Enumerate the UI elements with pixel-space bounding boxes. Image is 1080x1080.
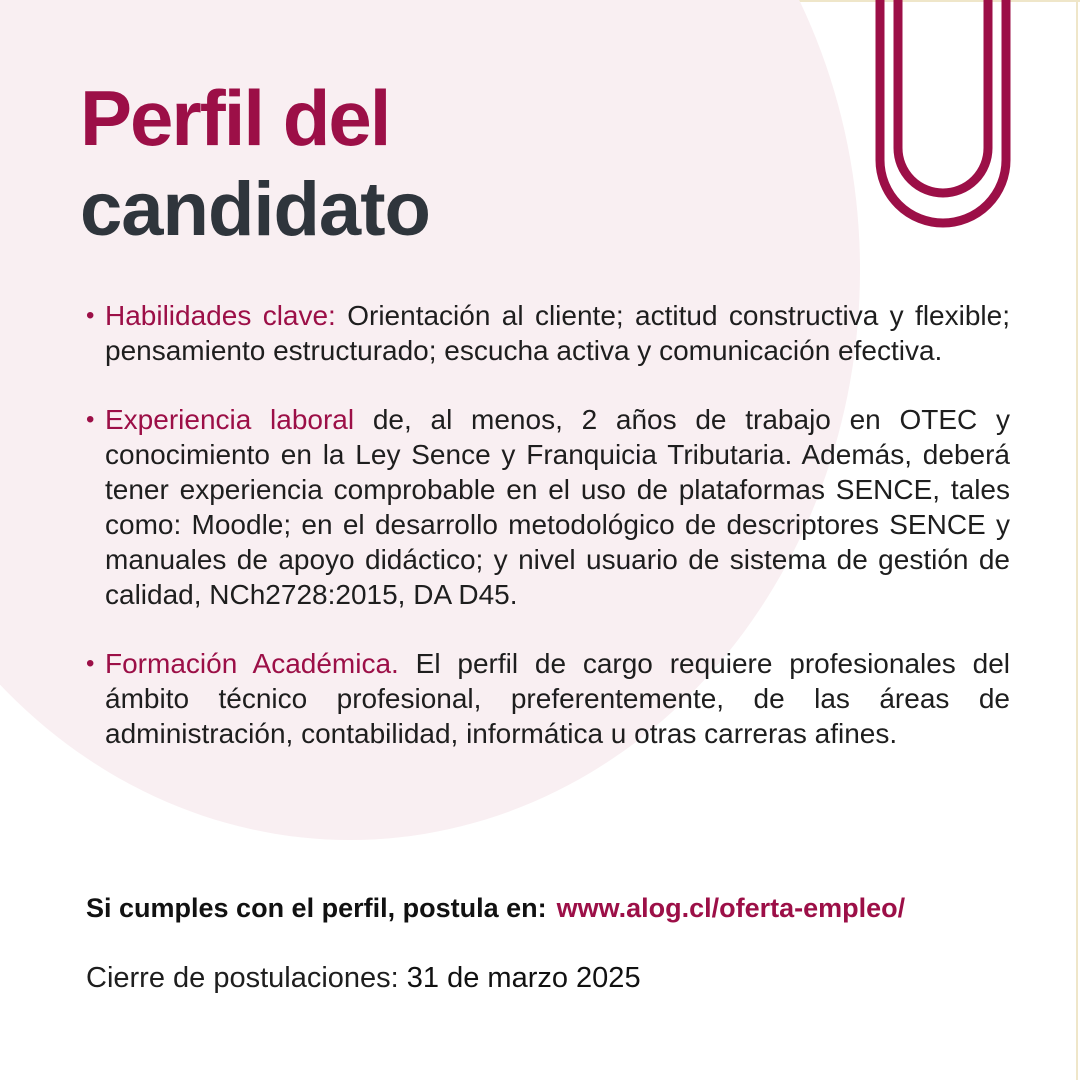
bullet-text: de, al menos, 2 años de trabajo en OTEC y conocimiento en la Ley Sence y Franquicia Tributaria. Además, deberá tener experiencia comprobable en el uso de plataformas SENCE, tales como: Moodle; en el desarrollo metodológico de descriptores SENCE y manuales de apoyo didáctico; y nivel usuario de sistema de gestión de calidad, NCh2728:2015, DA D45. <box>105 404 1010 610</box>
bullet-lead: Experiencia laboral <box>105 404 355 435</box>
apply-link[interactable]: www.alog.cl/oferta-empleo/ <box>556 893 906 923</box>
right-border <box>1076 0 1078 1080</box>
list-item-experience <box>86 402 1010 612</box>
list-item-education <box>86 646 1010 751</box>
bullet-lead: Habilidades clave: <box>105 300 336 331</box>
deadline-label: Cierre de postulaciones: <box>86 962 399 994</box>
page-title <box>80 72 430 256</box>
title-line-2: candidato <box>80 167 430 252</box>
bullet-dot-icon: • <box>86 302 95 329</box>
bullet-lead: Formación Académica. <box>105 648 399 679</box>
list-item-skills <box>86 298 1010 368</box>
bullet-text: Orientación al cliente; actitud constructiva y flexible; pensamiento estructurado; escucha activa y comunicación efectiva. <box>105 300 1010 366</box>
deadline-date: 31 de marzo 2025 <box>406 962 641 994</box>
bullet-text: El perfil de cargo requiere profesionales del ámbito técnico profesional, preferentemente, de las áreas de administración, contabilidad, informática u otras carreras afines. <box>105 648 1010 749</box>
apply-call-to-action <box>86 893 1026 924</box>
application-deadline <box>86 962 641 995</box>
bullet-dot-icon: • <box>86 650 95 677</box>
cta-text: Si cumples con el perfil, postula en: <box>86 893 547 923</box>
paperclip-icon <box>868 0 1018 240</box>
bullet-dot-icon: • <box>86 406 95 433</box>
requirements-list <box>86 298 1010 785</box>
title-line-1: Perfil del <box>80 74 390 162</box>
